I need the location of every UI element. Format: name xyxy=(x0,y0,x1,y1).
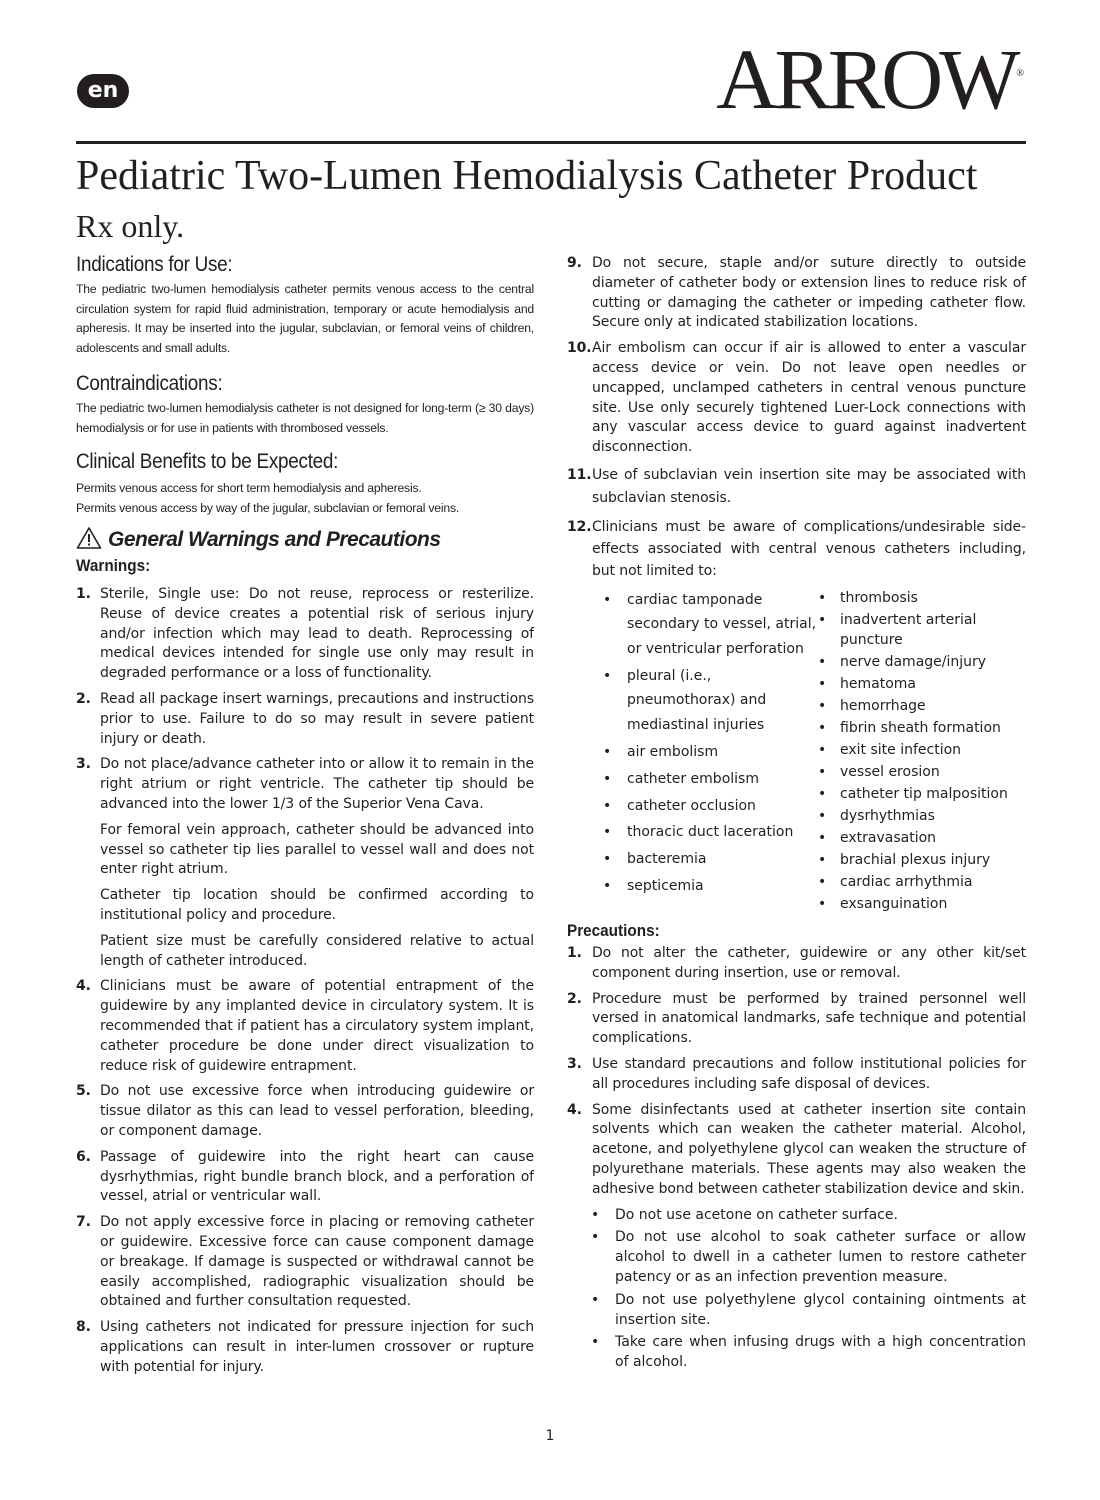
warning-item: 8. Using catheters not indicated for pressure injection for such applications can result in inter-lumen crossover or rupture with potential for injury. xyxy=(76,1319,534,1375)
warning-item: 2. Read all package insert warnings, precautions and instructions prior to use. Failure to do so may result in severe patient injury or death. xyxy=(76,690,534,747)
page-number: 1 xyxy=(545,1428,555,1444)
precaution-item: 4. Some disinfectants used at catheter insertion site contain solvents which can weaken the catheter material. Alcohol, acetone, and polyethylene glycol can weaken the structure of polyurethane materials. These agents may also weaken the adhesive bond between catheter stabilization device and skin. xyxy=(567,1101,1026,1197)
complication-item: • fibrin sheath formation xyxy=(818,718,1018,738)
benefits-heading: Clinical Benefits to be Expected: xyxy=(76,450,339,473)
complications-column-a xyxy=(567,588,818,916)
complication-item: • thoracic duct laceration xyxy=(603,820,818,845)
indications-heading: Indications for Use: xyxy=(76,253,233,276)
header-rule xyxy=(76,141,1026,144)
warning-item: 1. Sterile, Single use: Do not reuse, reprocess or resterilize. Reuse of device creates a potential risk of serious injury and/or infection which may lead to death. Reprocessing of medical devices intended for single use only may result in degraded performance or a loss of functionality. xyxy=(76,586,534,682)
complication-item: • air embolism xyxy=(603,740,818,765)
warnings-list xyxy=(76,585,534,1377)
rx-only-label: Rx only. xyxy=(76,208,185,244)
contraindications-text: The pediatric two-lumen hemodialysis catheter is not designed for long-term (≥ 30 days) hemodialysis or for use in patients with thrombosed vessels. xyxy=(76,401,534,435)
right-column xyxy=(567,254,1026,1376)
language-badge: en xyxy=(77,74,129,108)
precaution-bullet: • Do not use acetone on catheter surface. xyxy=(591,1206,1026,1226)
complication-item: • bacteremia xyxy=(603,847,818,872)
warnings-list-continued xyxy=(567,254,1026,582)
complication-item: • dysrhythmias xyxy=(818,806,1018,826)
warnings-heading: Warnings: xyxy=(76,556,151,575)
complication-item: • exit site infection xyxy=(818,740,1018,760)
warning-item: 6. Passage of guidewire into the right heart can cause dysrhythmias, right bundle branch block, and a perforation of vessel, atrial or ventricular wall. xyxy=(76,1148,534,1205)
complication-item: • nerve damage/injury xyxy=(818,652,1018,672)
complication-item: • vessel erosion xyxy=(818,762,1018,782)
warning-item: 3. Do not place/advance catheter into or allow it to remain in the right atrium or right ventricle. The catheter tip should be advanced into the lower 1/3 of the Superior Vena Cava. For femoral vein approach, catheter should be advanced into vessel so catheter tip lies parallel to vessel wall and does not enter right atrium. Catheter tip location should be confirmed according to institutional policy and procedure. Patient size must be carefully considered relative to actual length of catheter introduced. xyxy=(76,756,534,969)
precaution-bullet: • Take care when infusing drugs with a high concentration of alcohol. xyxy=(591,1333,1026,1373)
precaution-item: 2. Procedure must be performed by trained personnel well versed in anatomical landmarks, safe technique and potential complications. xyxy=(567,990,1026,1047)
complication-item: • thrombosis xyxy=(818,588,1018,608)
benefits-line: Permits venous access for short term hemodialysis and apheresis. xyxy=(76,481,422,495)
warning-item: 11. Use of subclavian vein insertion site may be associated with subclavian stenosis. xyxy=(567,466,1026,506)
warning-item: 4. Clinicians must be aware of potential entrapment of the guidewire by any implanted device in circulatory system. It is recommended that if patient has a circulatory system implant, catheter procedure be done under direct visualization to reduce risk of guidewire entrapment. xyxy=(76,978,534,1074)
complication-item: • septicemia xyxy=(603,874,818,899)
complications-column-b xyxy=(818,588,1018,916)
complication-item: • catheter embolism xyxy=(603,767,818,792)
warning-item: 5. Do not use excessive force when introducing guidewire or tissue dilator as this can lead to vessel perforation, bleeding, or component damage. xyxy=(76,1083,534,1139)
alcohol-precautions-list xyxy=(567,1206,1026,1373)
complication-item: • cardiac tamponade secondary to vessel, atrial, or ventricular perforation xyxy=(603,588,818,662)
complications-list xyxy=(567,588,1026,916)
arrow-logo: ARROW® xyxy=(716,31,1024,127)
complication-item: • pleural (i.e., pneumothorax) and mediastinal injuries xyxy=(603,664,818,738)
complication-item: • exsanguination xyxy=(818,894,1018,914)
complication-item: • brachial plexus injury xyxy=(818,850,1018,870)
registered-mark: ® xyxy=(1016,68,1024,80)
warning-item: 7. Do not apply excessive force in placing or removing catheter or guidewire. Excessive force can cause component damage or breakage. If damage is suspected or withdrawal cannot be easily accomplished, radiographic visualization should be obtained and further consultation requested. xyxy=(76,1214,534,1310)
indications-text: The pediatric two-lumen hemodialysis catheter permits venous access to the central circulation system for rapid fluid administration, temporary or acute hemodialysis and apheresis. It may be inserted into the jugular, subclavian, or femoral veins of children, adolescents and small adults. xyxy=(76,282,534,355)
complication-item: • inadvertent arterial puncture xyxy=(818,610,1018,650)
warning-item: 10. Air embolism can occur if air is allowed to enter a vascular access device or vein. Do not leave open needles or uncapped, unclamped catheters in central venous puncture site. Use only securely tightened Luer-Lock connections with any vascular access device to guard against inadvertent disconnection. xyxy=(567,340,1026,456)
complication-item: • extravasation xyxy=(818,828,1018,848)
complication-item: • hemorrhage xyxy=(818,696,1018,716)
complication-item: • cardiac arrhythmia xyxy=(818,872,1018,892)
precautions-heading: Precautions: xyxy=(567,920,660,940)
warning-item: 12. Clinicians must be aware of complications/undesirable side-effects associated with central venous catheters including, but not limited to: xyxy=(567,518,1026,579)
warning-triangle-icon xyxy=(76,526,102,550)
contraindications-heading: Contraindications: xyxy=(76,372,223,395)
complication-item: • catheter occlusion xyxy=(603,794,818,819)
precaution-bullet: • Do not use alcohol to soak catheter surface or allow alcohol to dwell in a catheter lumen to restore catheter patency or as an infection prevention measure. xyxy=(591,1228,1026,1287)
warning-item: 9. Do not secure, staple and/or suture directly to outside diameter of catheter body or extension lines to reduce risk of cutting or damaging the catheter or impeding catheter flow. Secure only at indicated stabilization locations. xyxy=(567,255,1026,331)
benefits-line: Permits venous access by way of the jugular, subclavian or femoral veins. xyxy=(76,500,460,515)
precaution-bullet: • Do not use polyethylene glycol containing ointments at insertion site. xyxy=(591,1291,1026,1331)
precaution-item: 3. Use standard precautions and follow institutional policies for all procedures including safe disposal of devices. xyxy=(567,1055,1026,1092)
general-warnings-heading: General Warnings and Precautions xyxy=(76,526,534,554)
document-title: Pediatric Two-Lumen Hemodialysis Catheter Product xyxy=(76,153,978,199)
precautions-list xyxy=(567,944,1026,1200)
left-column xyxy=(76,252,534,1383)
precaution-item: 1. Do not alter the catheter, guidewire or any other kit/set component during insertion, use or removal. xyxy=(567,944,1026,981)
complication-item: • hematoma xyxy=(818,674,1018,694)
complication-item: • catheter tip malposition xyxy=(818,784,1018,804)
